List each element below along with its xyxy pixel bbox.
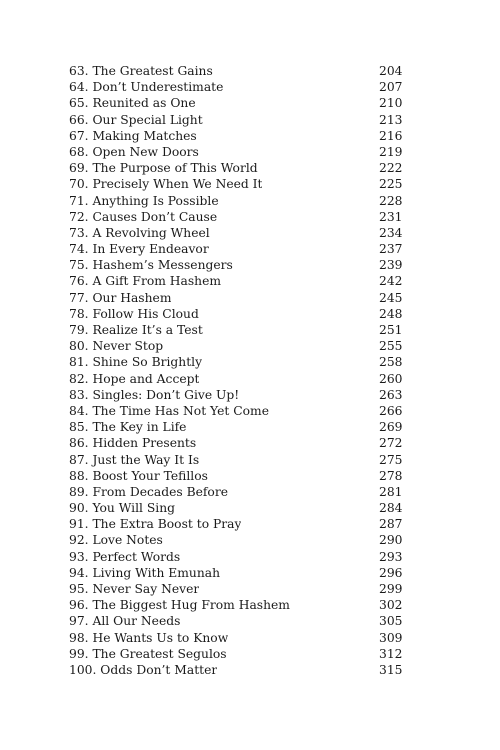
toc-entry-title: 84. The Time Has Not Yet Come	[69, 403, 269, 418]
toc-entry	[69, 435, 409, 451]
toc-entry	[69, 468, 409, 484]
toc-entry-title: 75. Hashem’s Messengers	[69, 258, 233, 273]
toc-entry-page-number: 210	[379, 96, 403, 111]
toc-entry-page-number: 222	[379, 161, 403, 176]
toc-entry-page-number: 299	[379, 582, 403, 596]
toc-entry-page-number: 281	[379, 484, 403, 499]
toc-entry-page-number: 231	[379, 209, 403, 224]
toc-entry-page-number: 251	[379, 323, 403, 337]
toc-entry-page-number: 269	[379, 420, 403, 435]
toc-entry	[69, 516, 409, 532]
toc-entry-title: 85. The Key in Life	[69, 420, 187, 435]
toc-entry-page-number: 204	[379, 64, 403, 78]
toc-entry	[69, 290, 409, 306]
table-of-contents	[69, 63, 409, 678]
toc-entry-page-number: 216	[379, 128, 403, 143]
toc-entry-page-number: 258	[379, 355, 403, 370]
toc-entry	[69, 306, 409, 322]
toc-entry-title: 91. The Extra Boost to Pray	[69, 517, 242, 532]
toc-entry-title: 72. Causes Don’t Cause	[69, 209, 218, 224]
toc-entry-page-number: 239	[379, 258, 403, 273]
toc-entry-page-number: 263	[379, 387, 403, 402]
toc-entry-title: 78. Follow His Cloud	[69, 306, 199, 321]
toc-entry-title: 70. Precisely When We Need It	[69, 177, 263, 192]
toc-entry	[69, 338, 409, 354]
toc-entry-page-number: 305	[379, 614, 403, 629]
toc-entry-title: 93. Perfect Words	[69, 549, 181, 564]
toc-entry-page-number: 219	[379, 144, 403, 159]
toc-entry	[69, 613, 409, 629]
toc-entry-page-number: 248	[379, 306, 403, 321]
toc-entry-title: 81. Shine So Brightly	[69, 355, 203, 370]
toc-entry-title: 100. Odds Don’t Matter	[69, 662, 218, 677]
toc-entry	[69, 630, 409, 646]
toc-entry-page-number: 225	[379, 177, 403, 192]
toc-entry	[69, 95, 409, 111]
toc-entry	[69, 419, 409, 435]
toc-entry	[69, 273, 409, 289]
toc-entry-title: 65. Reunited as One	[69, 96, 196, 111]
toc-entry-page-number: 284	[379, 501, 403, 516]
toc-entry	[69, 112, 409, 128]
toc-entry-title: 95. Never Say Never	[69, 582, 200, 596]
toc-entry-page-number: 287	[379, 517, 403, 532]
toc-entry-title: 63. The Greatest Gains	[69, 64, 213, 78]
toc-entry-page-number: 309	[379, 630, 403, 645]
toc-entry-page-number: 278	[379, 468, 403, 483]
toc-entry-title: 79. Realize It’s a Test	[69, 323, 203, 337]
toc-entry	[69, 354, 409, 370]
toc-entry	[69, 371, 409, 387]
toc-entry	[69, 160, 409, 176]
toc-entry-title: 98. He Wants Us to Know	[69, 630, 229, 645]
toc-entry-title: 83. Singles: Don’t Give Up!	[69, 387, 240, 402]
toc-entry-title: 89. From Decades Before	[69, 484, 228, 499]
toc-entry-page-number: 302	[379, 598, 403, 613]
toc-entry	[69, 193, 409, 209]
toc-entry-title: 77. Our Hashem	[69, 290, 172, 305]
toc-entry-page-number: 207	[379, 80, 403, 95]
toc-entry-title: 71. Anything Is Possible	[69, 193, 219, 208]
toc-entry	[69, 565, 409, 581]
toc-entry-page-number: 255	[379, 339, 403, 354]
toc-entry-title: 88. Boost Your Tefillos	[69, 468, 208, 483]
toc-entry	[69, 257, 409, 273]
toc-entry-title: 69. The Purpose of This World	[69, 161, 258, 176]
toc-entry-title: 99. The Greatest Segulos	[69, 646, 227, 661]
toc-entry-title: 64. Don’t Underestimate	[69, 80, 224, 95]
toc-entry-page-number: 260	[379, 371, 403, 386]
toc-entry	[69, 452, 409, 468]
toc-entry-page-number: 245	[379, 290, 403, 305]
toc-entry	[69, 532, 409, 548]
toc-entry-page-number: 272	[379, 436, 403, 451]
toc-entry-page-number: 242	[379, 274, 403, 289]
toc-entry-title: 66. Our Special Light	[69, 112, 203, 127]
toc-entry	[69, 176, 409, 192]
toc-entry	[69, 63, 409, 79]
toc-entry	[69, 241, 409, 257]
toc-entry	[69, 500, 409, 516]
toc-entry-title: 90. You Will Sing	[69, 501, 176, 516]
toc-entry-page-number: 293	[379, 549, 403, 564]
toc-entry-title: 76. A Gift From Hashem	[69, 274, 222, 289]
toc-entry-page-number: 237	[379, 242, 403, 257]
toc-entry	[69, 597, 409, 613]
toc-entry	[69, 387, 409, 403]
toc-entry	[69, 581, 409, 597]
toc-entry-title: 94. Living With Emunah	[69, 565, 220, 580]
toc-entry	[69, 484, 409, 500]
toc-entry-title: 97. All Our Needs	[69, 614, 181, 629]
toc-entry-title: 86. Hidden Presents	[69, 436, 197, 451]
toc-entry	[69, 646, 409, 662]
toc-entry-title: 73. A Revolving Wheel	[69, 225, 210, 240]
toc-entry-page-number: 312	[379, 646, 403, 661]
toc-entry-page-number: 213	[379, 112, 403, 127]
toc-entry-page-number: 275	[379, 452, 403, 467]
toc-entry	[69, 144, 409, 160]
toc-entry-title: 92. Love Notes	[69, 533, 163, 548]
toc-entry	[69, 549, 409, 565]
toc-entry-title: 87. Just the Way It Is	[69, 452, 200, 467]
toc-entry-page-number: 266	[379, 403, 403, 418]
toc-entry	[69, 79, 409, 95]
toc-entry	[69, 209, 409, 225]
toc-entry-title: 68. Open New Doors	[69, 144, 199, 159]
toc-entry-title: 80. Never Stop	[69, 339, 164, 354]
toc-entry-page-number: 228	[379, 193, 403, 208]
toc-entry-page-number: 290	[379, 533, 403, 548]
toc-entry	[69, 225, 409, 241]
toc-entry	[69, 403, 409, 419]
toc-entry-title: 96. The Biggest Hug From Hashem	[69, 598, 290, 613]
toc-entry	[69, 128, 409, 144]
toc-entry-page-number: 296	[379, 565, 403, 580]
toc-entry-title: 82. Hope and Accept	[69, 371, 200, 386]
toc-entry-title: 67. Making Matches	[69, 128, 197, 143]
toc-entry	[69, 322, 409, 338]
toc-entry	[69, 662, 409, 678]
toc-entry-page-number: 234	[379, 225, 403, 240]
toc-entry-page-number: 315	[379, 662, 403, 677]
toc-entry-title: 74. In Every Endeavor	[69, 242, 209, 257]
